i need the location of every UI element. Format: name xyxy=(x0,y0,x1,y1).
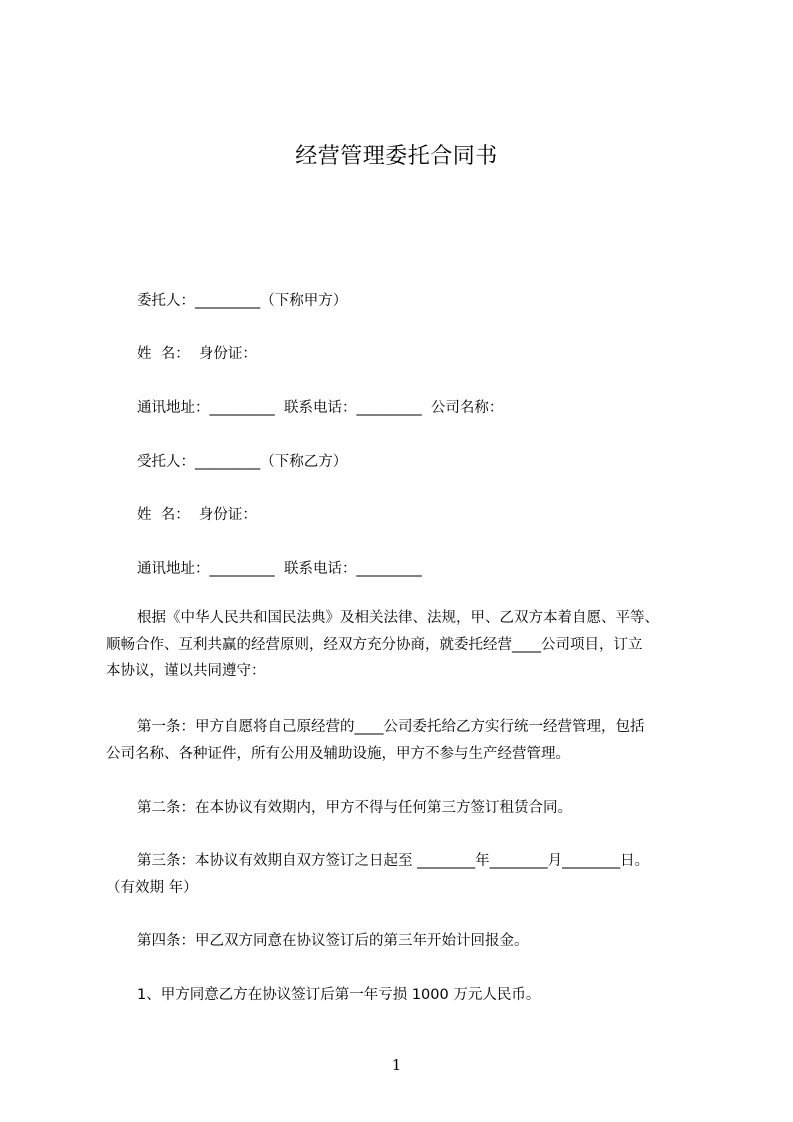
party-a-header: 委托人：_________（下称甲方） xyxy=(137,293,348,309)
article-3 xyxy=(106,848,711,901)
page-number: 1 xyxy=(391,1056,402,1074)
preamble-line: 顺畅合作、互利共赢的经营原则，经双方充分协商，就委托经营____公司项目，订立 xyxy=(106,636,643,653)
party-b-contact: 通讯地址：_________ 联系电话：_________ xyxy=(137,561,422,577)
party-a-name-id: 姓 名： 身份证： xyxy=(137,346,257,362)
party-a-contact: 通讯地址：_________ 联系电话：_________ 公司名称： xyxy=(137,400,504,416)
article-1 xyxy=(106,714,711,767)
party-b-header: 受托人：_________（下称乙方） xyxy=(137,454,348,470)
preamble-line: 本协议，谨以共同遵守： xyxy=(106,663,266,679)
preamble-line: 根据《中华人民共和国民法典》及相关法律、法规，甲、乙双方本着自愿、平等、 xyxy=(137,610,659,626)
article-1-line: 第一条：甲方自愿将自己原经营的____公司委托给乙方实行统一经营管理，包括 xyxy=(137,719,645,735)
article-3-line: （有效期 年） xyxy=(106,879,198,896)
article-2: 第二条：在本协议有效期内，甲方不得与任何第三方签订租赁合同。 xyxy=(137,800,572,816)
article-4: 第四条：甲乙双方同意在协议签订后的第三年开始计回报金。 xyxy=(137,933,529,949)
document-title: 经营管理委托合同书 xyxy=(295,144,498,169)
party-b-name-id: 姓 名： 身份证： xyxy=(137,507,257,523)
article-3-line: 第三条：本协议有效期自双方签订之日起至 ________年________月________日。 xyxy=(137,853,650,869)
preamble-paragraph xyxy=(106,605,711,685)
clause-item-1: 1、甲方同意乙方在协议签订后第一年亏损 1000 万元人民币。 xyxy=(137,987,541,1003)
article-1-line: 公司名称、各种证件，所有公用及辅助设施，甲方不参与生产经营管理。 xyxy=(106,745,570,762)
